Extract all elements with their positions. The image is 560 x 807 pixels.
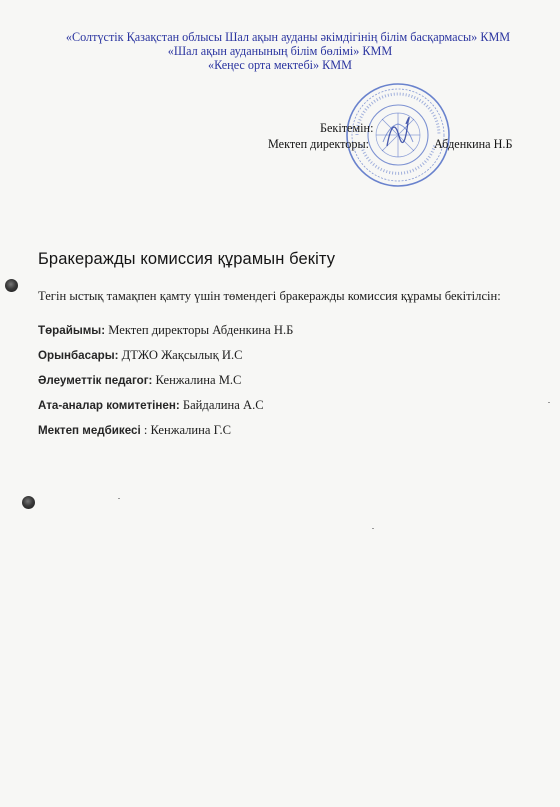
- member-name: Кенжалина М.С: [152, 373, 242, 387]
- member-name: Мектеп директоры Абденкина Н.Б: [105, 323, 294, 337]
- scan-speck: [548, 402, 550, 403]
- director-label: Мектеп директоры:: [268, 137, 370, 151]
- member-role: Әлеуметтік педагог:: [38, 374, 153, 387]
- document-header: [0, 30, 560, 72]
- member-name: ДТЖО Жақсылық И.С: [118, 348, 243, 362]
- member-role: Мектеп медбикесі: [38, 424, 141, 437]
- punch-hole-top: [5, 279, 18, 292]
- intro-text: Тегін ыстық тамақпен қамту үшін төмендегі бракеражды комиссия құрамы бекітілсін:: [38, 289, 501, 303]
- header-line-2: «Шал ақын ауданының білім бөлімі» КММ: [167, 44, 393, 58]
- member-row: [38, 423, 231, 438]
- member-name: : Кенжалина Г.С: [140, 423, 232, 437]
- member-row: [38, 373, 241, 388]
- member-row: [38, 348, 243, 363]
- director-name: Абденкина Н.Б: [434, 137, 513, 151]
- member-role: Орынбасары:: [38, 349, 119, 362]
- header-line-3: «Кеңес орта мектебі» КММ: [208, 58, 352, 72]
- member-role: Төрайымы:: [38, 324, 106, 337]
- punch-hole-bottom: [22, 496, 35, 509]
- header-line-1: «Солтүстік Қазақстан облысы Шал ақын ауданы әкімдігінің білім басқармасы» КММ: [65, 30, 511, 44]
- member-row: [38, 323, 293, 338]
- member-row: [38, 398, 264, 413]
- scan-speck: [118, 498, 120, 499]
- scan-speck: [372, 528, 374, 529]
- member-name: Байдалина А.С: [179, 398, 264, 412]
- approved-label: Бекітемін:: [320, 121, 374, 135]
- member-role: Ата-аналар комитетінен:: [38, 399, 180, 412]
- document-title: Бракеражды комиссия құрамын бекіту: [38, 250, 336, 268]
